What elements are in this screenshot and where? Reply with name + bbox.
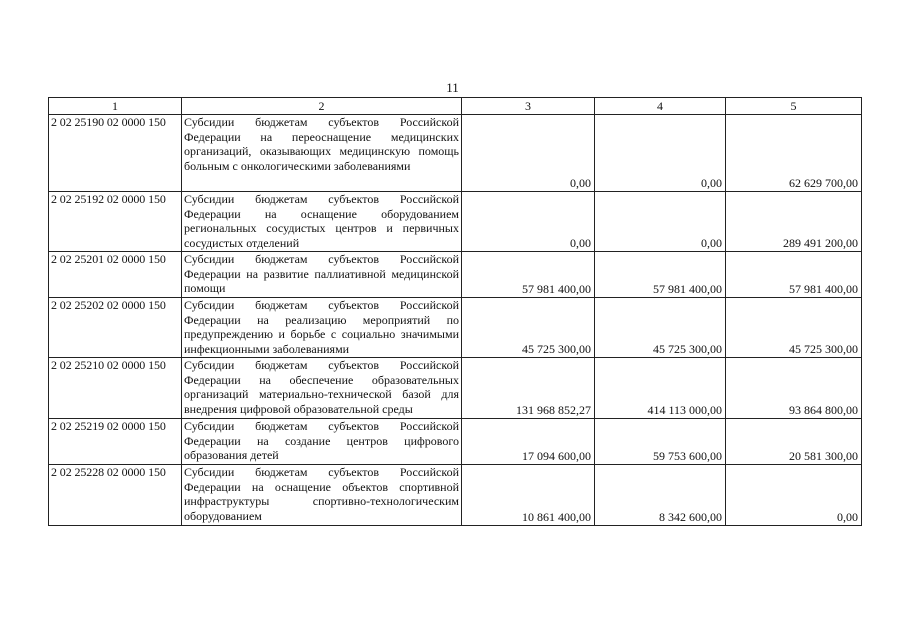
amount-col3-cell: 57 981 400,00: [462, 252, 595, 298]
description-cell: Субсидии бюджетам субъектов Российской Федерации на развитие паллиативной медицинской помощи: [182, 252, 462, 298]
amount-col3-cell: 17 094 600,00: [462, 419, 595, 465]
description-cell: Субсидии бюджетам субъектов Российской Федерации на переоснащение медицинских организаций, оказывающих медицинскую помощь больным с онкологическими заболеваниями: [182, 115, 462, 192]
budget-code-cell: 2 02 25190 02 0000 150: [49, 115, 182, 192]
budget-revenue-table: [48, 97, 862, 526]
amount-col3-cell: 0,00: [462, 192, 595, 252]
description-cell: Субсидии бюджетам субъектов Российской Федерации на обеспечение образовательных организаций материально-технической базой для внедрения цифровой образовательной среды: [182, 358, 462, 419]
table-row: [49, 115, 862, 192]
amount-col5-cell: 93 864 800,00: [726, 358, 862, 419]
column-header-2: 2: [182, 98, 462, 115]
budget-code-cell: 2 02 25192 02 0000 150: [49, 192, 182, 252]
amount-col5-cell: 45 725 300,00: [726, 298, 862, 358]
amount-col4-cell: 59 753 600,00: [595, 419, 726, 465]
amount-col5-cell: 62 629 700,00: [726, 115, 862, 192]
amount-col4-cell: 57 981 400,00: [595, 252, 726, 298]
column-header-4: 4: [595, 98, 726, 115]
page-number: 11: [446, 80, 459, 95]
table-row: [49, 252, 862, 298]
budget-code-cell: 2 02 25228 02 0000 150: [49, 465, 182, 526]
table-row: [49, 358, 862, 419]
table-row: [49, 465, 862, 526]
amount-col3-cell: 10 861 400,00: [462, 465, 595, 526]
table-row: [49, 192, 862, 252]
budget-code-cell: 2 02 25219 02 0000 150: [49, 419, 182, 465]
column-header-1: 1: [49, 98, 182, 115]
amount-col5-cell: 0,00: [726, 465, 862, 526]
budget-code-cell: 2 02 25210 02 0000 150: [49, 358, 182, 419]
amount-col5-cell: 57 981 400,00: [726, 252, 862, 298]
amount-col3-cell: 0,00: [462, 115, 595, 192]
amount-col5-cell: 20 581 300,00: [726, 419, 862, 465]
table-header-row: [49, 98, 862, 115]
amount-col3-cell: 131 968 852,27: [462, 358, 595, 419]
description-cell: Субсидии бюджетам субъектов Российской Федерации на оснащение объектов спортивной инфраструктуры спортивно-технологическим оборудованием: [182, 465, 462, 526]
column-header-3: 3: [462, 98, 595, 115]
description-cell: Субсидии бюджетам субъектов Российской Федерации на создание центров цифрового образования детей: [182, 419, 462, 465]
description-cell: Субсидии бюджетам субъектов Российской Федерации на реализацию мероприятий по предупреждению и борьбе с социально значимыми инфекционными заболеваниями: [182, 298, 462, 358]
budget-code-cell: 2 02 25201 02 0000 150: [49, 252, 182, 298]
amount-col3-cell: 45 725 300,00: [462, 298, 595, 358]
amount-col4-cell: 414 113 000,00: [595, 358, 726, 419]
table-row: [49, 419, 862, 465]
description-cell: Субсидии бюджетам субъектов Российской Федерации на оснащение оборудованием региональных сосудистых центров и первичных сосудистых отделений: [182, 192, 462, 252]
budget-code-cell: 2 02 25202 02 0000 150: [49, 298, 182, 358]
amount-col4-cell: 0,00: [595, 192, 726, 252]
amount-col4-cell: 0,00: [595, 115, 726, 192]
amount-col4-cell: 8 342 600,00: [595, 465, 726, 526]
amount-col4-cell: 45 725 300,00: [595, 298, 726, 358]
amount-col5-cell: 289 491 200,00: [726, 192, 862, 252]
table-row: [49, 298, 862, 358]
column-header-5: 5: [726, 98, 862, 115]
